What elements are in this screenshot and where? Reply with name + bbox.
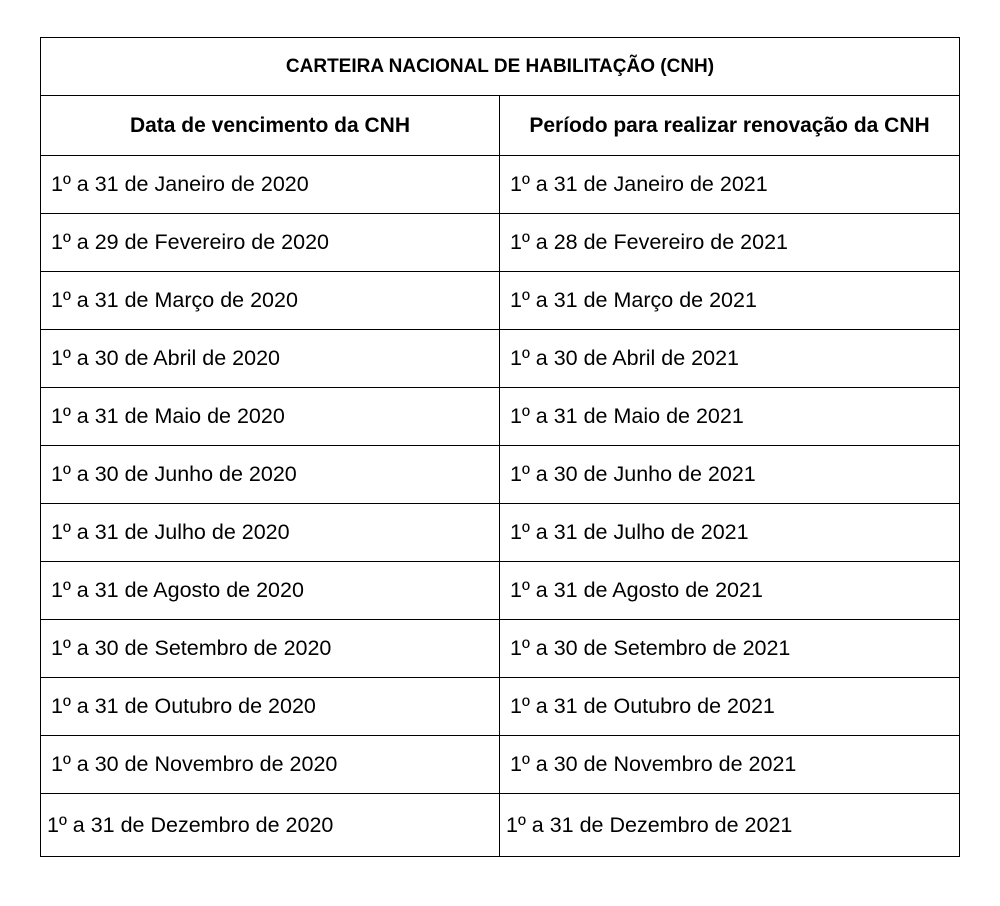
renewal-period-cell: 1º a 30 de Abril de 2021 [500,330,960,388]
table-row [41,794,960,857]
expiry-date-cell: 1º a 30 de Novembro de 2020 [41,736,500,794]
expiry-date-cell: 1º a 29 de Fevereiro de 2020 [41,214,500,272]
cnh-renewal-table [40,37,960,857]
renewal-period-cell: 1º a 31 de Maio de 2021 [500,388,960,446]
expiry-date-cell: 1º a 30 de Setembro de 2020 [41,620,500,678]
table-row [41,446,960,504]
table-row [41,156,960,214]
column-header-expiry-date: Data de vencimento da CNH [41,96,500,156]
renewal-period-cell: 1º a 28 de Fevereiro de 2021 [500,214,960,272]
renewal-period-cell: 1º a 31 de Dezembro de 2021 [500,794,960,857]
expiry-date-cell: 1º a 31 de Maio de 2020 [41,388,500,446]
expiry-date-cell: 1º a 31 de Março de 2020 [41,272,500,330]
table-header-row [41,96,960,156]
table-title-row [41,38,960,96]
table-row [41,736,960,794]
table-title: CARTEIRA NACIONAL DE HABILITAÇÃO (CNH) [41,38,960,96]
expiry-date-cell: 1º a 30 de Junho de 2020 [41,446,500,504]
table-row [41,214,960,272]
table-row [41,504,960,562]
expiry-date-cell: 1º a 31 de Dezembro de 2020 [41,794,500,857]
renewal-period-cell: 1º a 31 de Março de 2021 [500,272,960,330]
renewal-period-cell: 1º a 30 de Junho de 2021 [500,446,960,504]
table-row [41,620,960,678]
expiry-date-cell: 1º a 31 de Outubro de 2020 [41,678,500,736]
table-row [41,562,960,620]
renewal-period-cell: 1º a 30 de Novembro de 2021 [500,736,960,794]
expiry-date-cell: 1º a 31 de Agosto de 2020 [41,562,500,620]
table-row [41,678,960,736]
table-row [41,330,960,388]
table-row [41,388,960,446]
renewal-period-cell: 1º a 31 de Julho de 2021 [500,504,960,562]
expiry-date-cell: 1º a 30 de Abril de 2020 [41,330,500,388]
expiry-date-cell: 1º a 31 de Janeiro de 2020 [41,156,500,214]
renewal-period-cell: 1º a 31 de Janeiro de 2021 [500,156,960,214]
expiry-date-cell: 1º a 31 de Julho de 2020 [41,504,500,562]
column-header-renewal-period: Período para realizar renovação da CNH [500,96,960,156]
renewal-period-cell: 1º a 31 de Outubro de 2021 [500,678,960,736]
table-row [41,272,960,330]
renewal-period-cell: 1º a 30 de Setembro de 2021 [500,620,960,678]
renewal-period-cell: 1º a 31 de Agosto de 2021 [500,562,960,620]
